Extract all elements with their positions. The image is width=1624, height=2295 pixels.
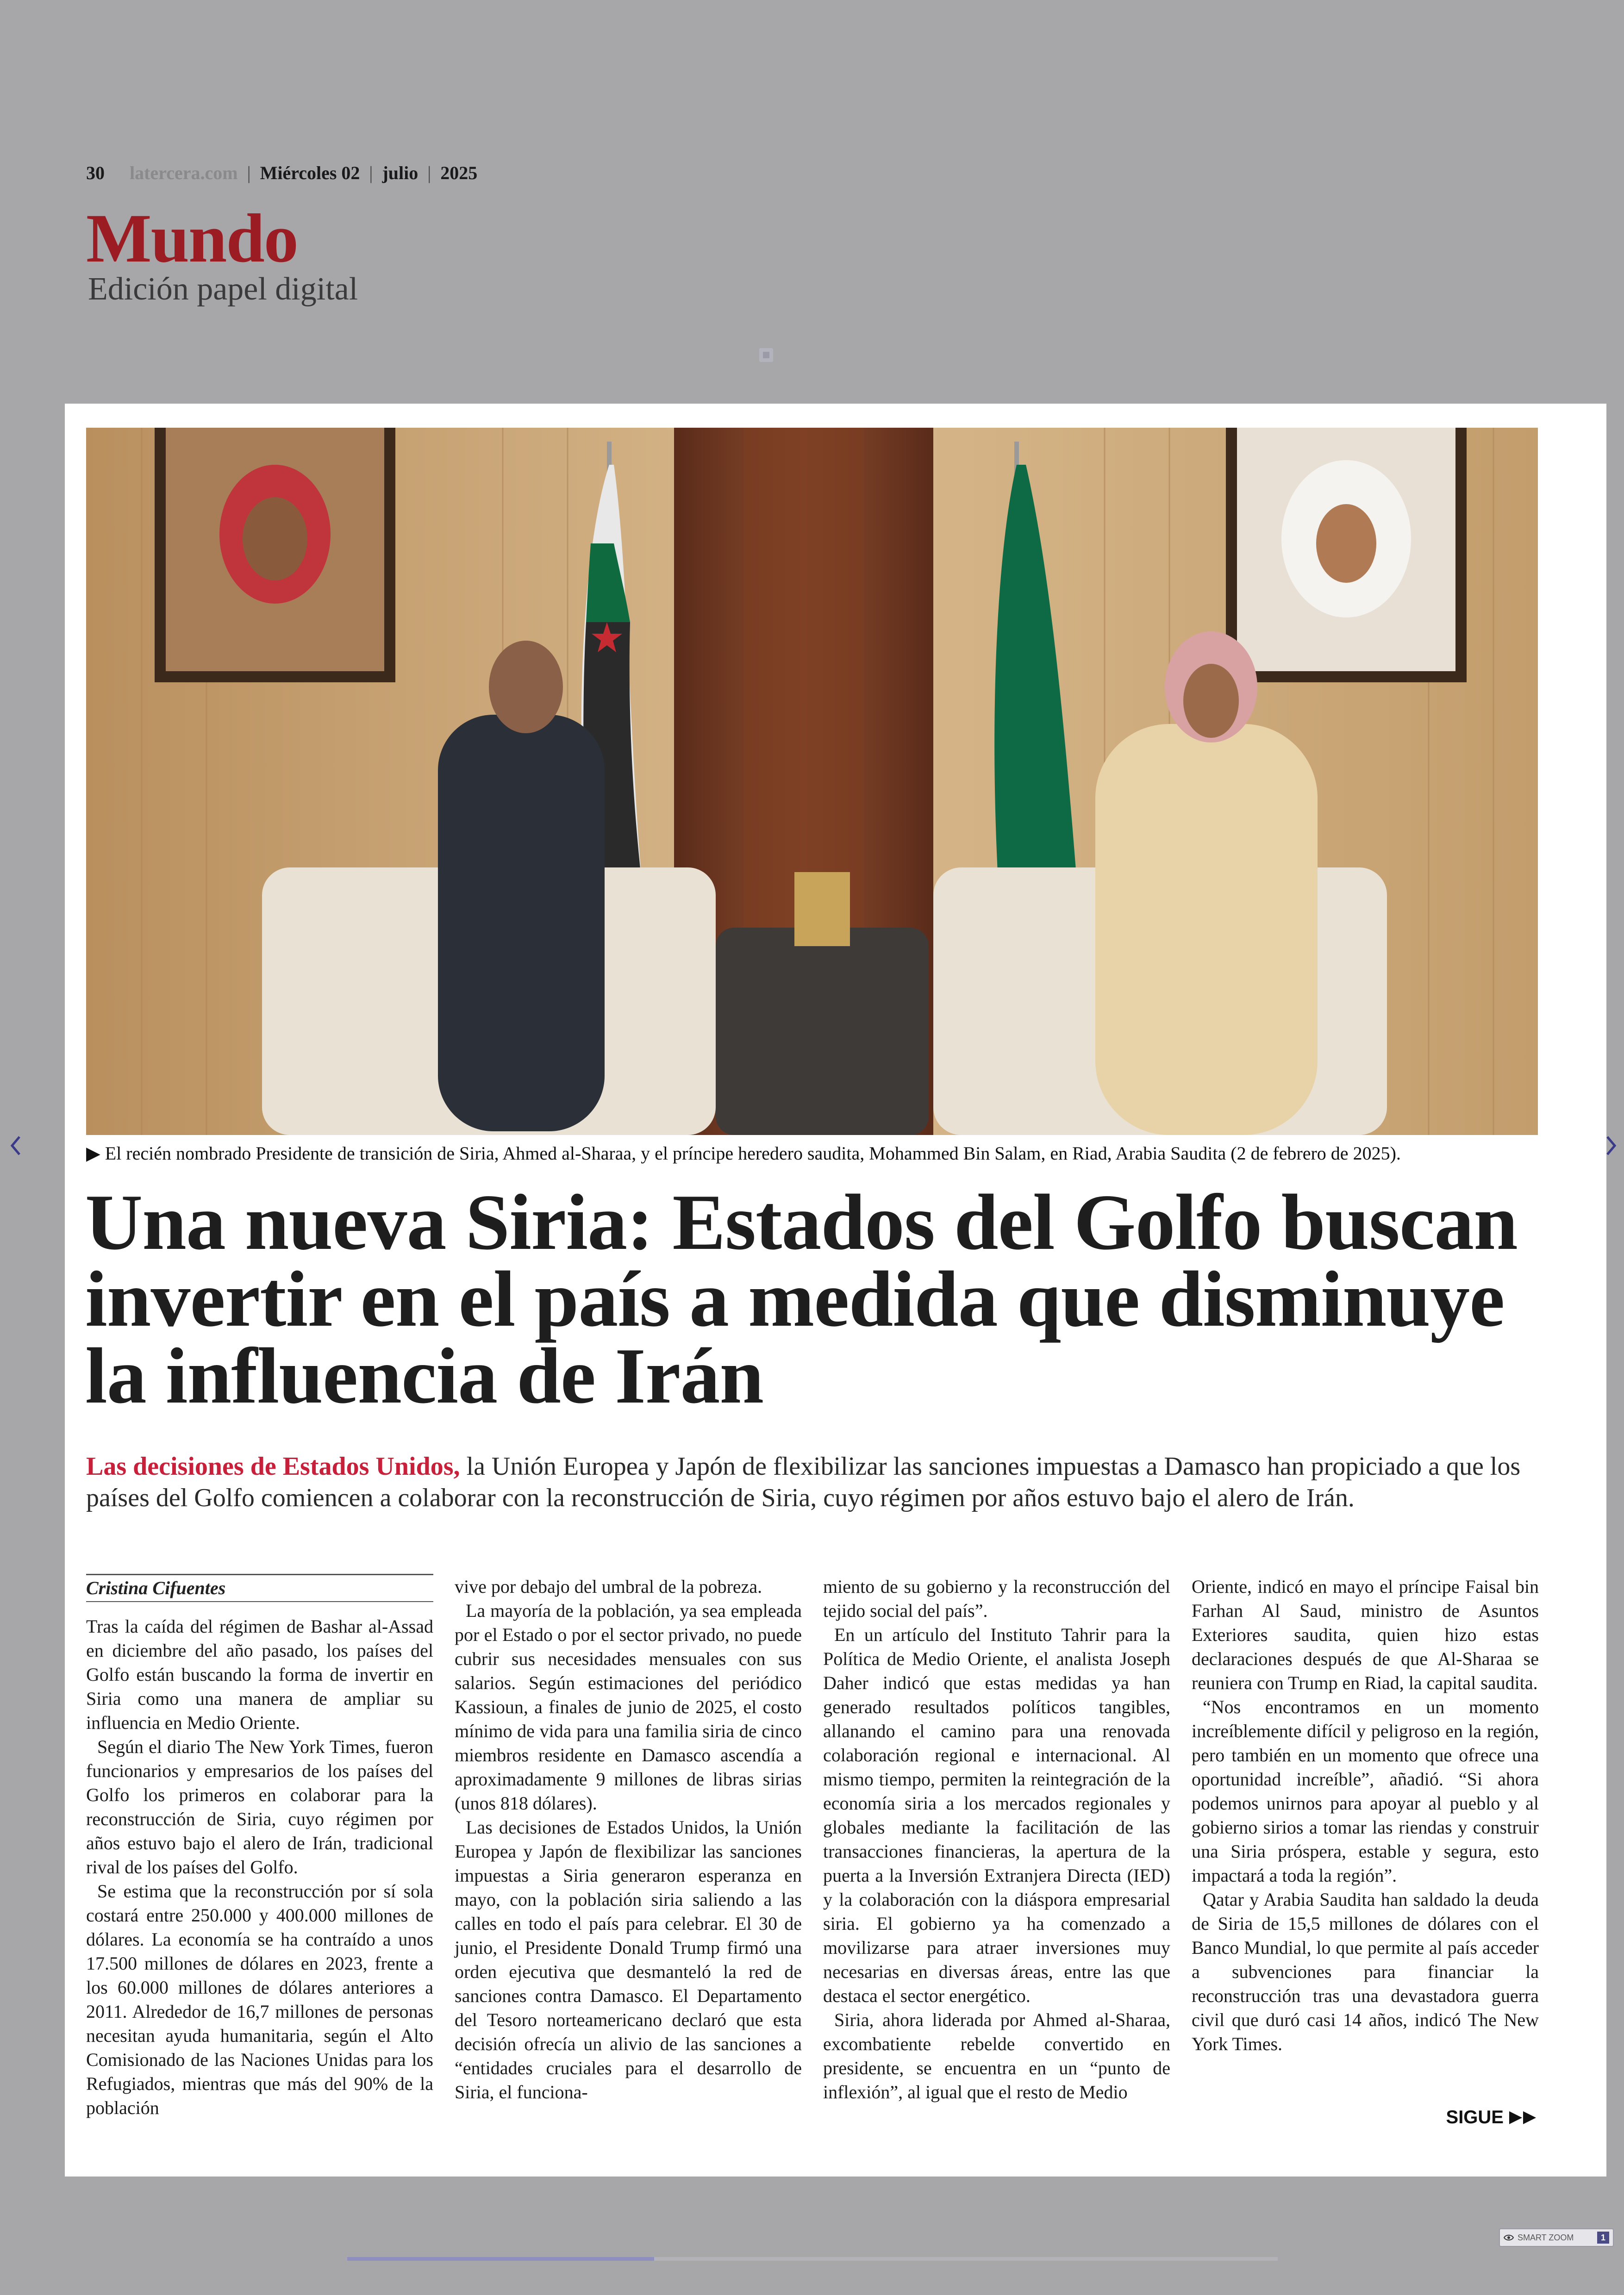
article-deck (86, 1451, 1558, 1514)
site-name: latercera.com (130, 162, 238, 183)
article-column-1 (86, 1615, 433, 2120)
paragraph: miento de su gobierno y la reconstrucción del tejido social del país”. (823, 1576, 1170, 1621)
newspaper-page (65, 404, 1606, 2177)
chevron-left-icon[interactable] (6, 1129, 25, 1162)
paragraph: En un artículo del Instituto Tahrir para la Política de Medio Oriente, el analista Joseph Daher indicó que estas medidas ya han generado resultados políticos tangibles, allanando el camino para una renovada colaboración regional e internacional. Al mismo tiempo, permiten la reintegración de la economía siria a los mercados regionales y globales mediante la facilitación de las transacciones financieras, la apertura de la puerta a la Inversión Extranjera Directa (IED) y la colaboración con la diáspora empresarial siria. El gobierno ya ha comenzado a movilizarse para atraer inversiones muy necesarias en diversas áreas, entre las que destaca el sector energético. (823, 1624, 1170, 2006)
article-column-3 (823, 1575, 1170, 2104)
article-photo (86, 428, 1538, 1135)
paragraph: Las decisiones de Estados Unidos, la Unión Europea y Japón de flexibilizar las sanciones impuestas a Siria generaron esperanza en mayo, con la población siria saliendo a las calles en todo el país para celebrar. El 30 de junio, el Presidente Donald Trump firmó una orden ejecutiva que desmanteló la red de sanciones contra Damasco. El Departamento del Tesoro norteamericano declaró que esta decisión ofrecía un alivio de las sanciones a “entidades cruciales para el desarrollo de Siria, el funciona- (455, 1817, 802, 2102)
smart-zoom-button[interactable] (1499, 2228, 1614, 2247)
page-indicator: 1 (1597, 2232, 1609, 2244)
article-column-4 (1192, 1575, 1539, 2056)
photo-caption: ▶ El recién nombrado Presidente de transición de Siria, Ahmed al-Sharaa, y el príncipe heredero saudita, Mohammed Bin Salam, en Riad, Arabia Saudita (2 de febrero de 2025). (86, 1143, 1401, 1164)
paragraph: Según el diario The New York Times, fueron funcionarios y empresarios de los países del Golfo los primeros en colaborar para la reconstrucción de Siria, cuyo régimen por años estuvo bajo el alero de Irán, tradicional rival de los países del Golfo. (86, 1736, 433, 1877)
article-column-2 (455, 1575, 802, 2104)
paragraph: “Nos encontramos en un momento increíblemente difícil y peligroso en la región, pero también en un momento que ofrece una oportunidad increíble”, añadió. “Si ahora podemos unirnos para apoyar al pueblo y al gobierno sirios a tomar las riendas y construir una Siria próspera, estable y segura, esto impactará a toda la región”. (1192, 1696, 1539, 1886)
paragraph: Se estima que la reconstrucción por sí sola costará entre 250.000 y 400.000 millones de dólares. La economía se ha contraído a unos 17.500 millones de dólares en 2023, frente a los 60.000 millones de dólares anteriores a 2011. Alrededor de 16,7 millones de personas necesitan ayuda humanitaria, según el Alto Comisionado de las Naciones Unidas para los Refugiados, mientras que más del 90% de la población (86, 1881, 433, 2118)
date-year: 2025 (440, 162, 478, 183)
page-marker-icon[interactable] (759, 348, 773, 362)
deck-lead: Las decisiones de Estados Unidos, (86, 1452, 460, 1481)
date-month: julio (382, 162, 418, 183)
paragraph: Qatar y Arabia Saudita han saldado la deuda de Siria de 15,5 millones de dólares con el Banco Mundial, lo que permite al país acceder a subvenciones para financiar la reconstrucción tras una devastadora guerra civil que duró casi 14 años, indicó The New York Times. (1192, 1889, 1539, 2054)
paragraph: vive por debajo del umbral de la pobreza. (455, 1576, 762, 1597)
eye-icon (1504, 2234, 1514, 2241)
date-day: Miércoles 02 (260, 162, 360, 183)
paragraph: La mayoría de la población, ya sea empleada por el Estado o por el sector privado, no puede cubrir sus necesidades mensuales con sus salarios. Según estimaciones del periódico Kassioun, a finales de junio de 2025, el costo mínimo de vida para una familia siria de cinco miembros residente en Damasco ascendía a aproximadamente 9 millones de libras sirias (unos 818 dólares). (455, 1600, 802, 1814)
smart-zoom-label: SMART ZOOM (1518, 2233, 1574, 2242)
byline: Cristina Cifuentes (86, 1574, 433, 1602)
article-headline: Una nueva Siria: Estados del Golfo buscan invertir en el país a medida que disminuye la influencia de Irán (85, 1179, 1518, 1420)
continue-marker (1446, 2107, 1538, 2128)
reading-progress-bar[interactable] (347, 2257, 1278, 2261)
section-title: Mundo (86, 200, 298, 277)
edition-label: Edición papel digital (88, 271, 358, 307)
continue-label: SIGUE (1446, 2107, 1504, 2127)
paragraph: Oriente, indicó en mayo el príncipe Faisal bin Farhan Al Saud, ministro de Asuntos Exteriores saudita, quien hizo estas declaraciones después de que Al-Sharaa se reuniera con Trump en Riad, la capital saudita. (1192, 1576, 1539, 1693)
deck-text: la Unión Europea y Japón de flexibilizar las sanciones impuestas a Damasco han propiciado a que los países del Golfo comiencen a colaborar con la reconstrucción de Siria, cuyo régimen por años estuvo bajo el alero de Irán. (86, 1452, 1521, 1512)
reading-progress-fill (347, 2257, 654, 2261)
paragraph: Siria, ahora liderada por Ahmed al-Sharaa, excombatiente rebelde convertido en presidente, se encuentra en un “punto de inflexión”, al igual que el resto de Medio (823, 2009, 1170, 2102)
paragraph: Tras la caída del régimen de Bashar al-Assad en diciembre del año pasado, los países del Golfo están buscando la forma de invertir en Siria como una manera de ampliar su influencia en Medio Oriente. (86, 1616, 433, 1733)
page-number: 30 (86, 162, 105, 183)
double-arrow-icon (1508, 2110, 1538, 2125)
masthead-dateline: 30 latercera.com | Miércoles 02 | julio | 2025 (86, 162, 478, 183)
